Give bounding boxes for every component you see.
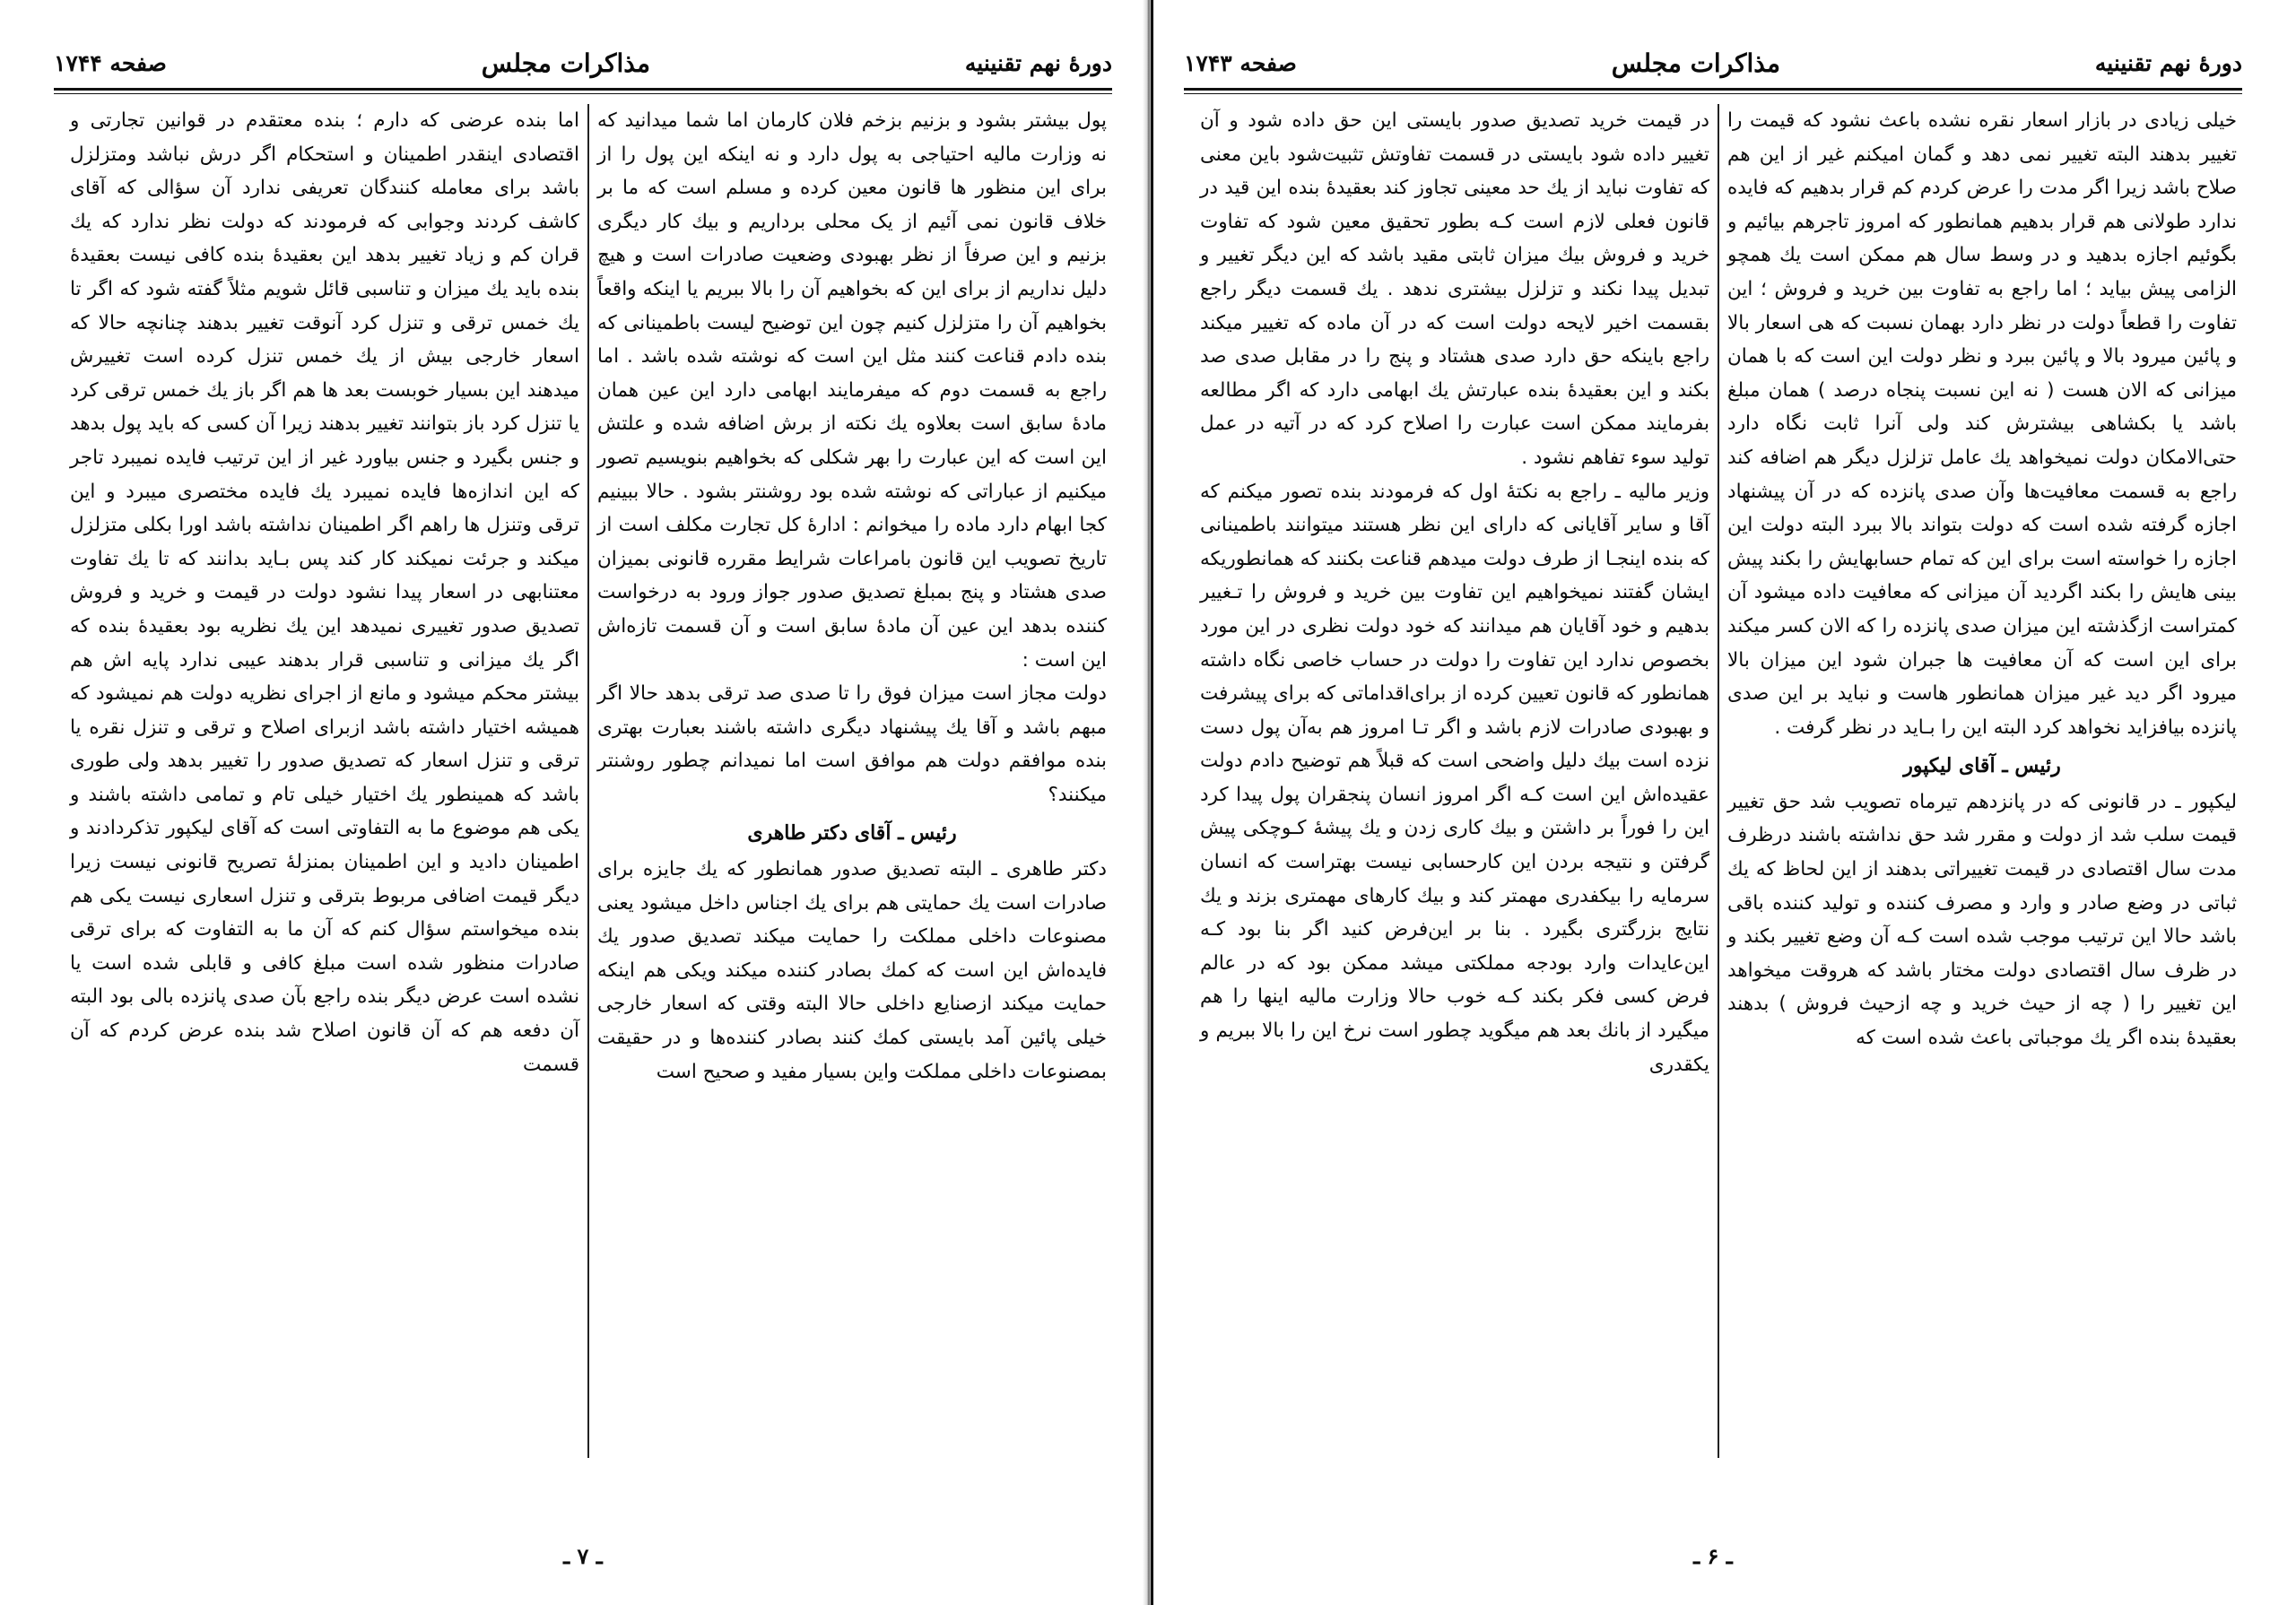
paragraph: دکتر طاهری ـ البته تصدیق صدور همانطور که یك جایزه برای صادرات است یك حمایتی هم برای یك اجناس داخل میشود یعنی مصنوعات داخلی مملکت را حمایت میکند تصدیق صدور یك فایده‌اش این است که کمك بصادر کننده میکند ویکی هم اینکه حمایت میکند ازصنایع داخلی حالا البته وقتی که اسعار خارجی خیلی پائین آمد بایستی کمك کنند بصادر کننده‌ها و در حقیقت بمصنوعات داخلی مملکت واین بسیار مفید و صحیح است — [597, 858, 1107, 1083]
left-header-page-number: صفحه ۱۷۴۴ — [54, 49, 167, 76]
right-header-rule — [1184, 88, 2242, 91]
right-page-column-right — [1722, 104, 2242, 1458]
right-columns — [1184, 104, 2242, 1458]
left-page-footer: ـ ۷ ـ — [563, 1543, 603, 1569]
right-page-footer: ـ ۶ ـ — [1693, 1543, 1733, 1569]
left-columns — [54, 104, 1112, 1458]
left-header-title: مذاکرات مجلس — [481, 48, 650, 78]
speaker-line: رئیس ـ آقای دکتر طاهری — [747, 821, 957, 846]
paragraph: اما بنده عرضی که دارم ؛ بنده معتقدم در قوانین تجارتی و اقتصادی اینقدر اطمینان و استحکام اگر درش نباشد ومتزلزل باشد برای معامله کنندگان تعریفی ندارد آن سؤالی که آقای کاشف کردند وجوابی که فرمودند که دولت نظر ندارد که یك قران کم و زیاد تغییر بدهد این بعقیدهٔ بنده کافی نیست بعقیدهٔ بنده باید یك میزان و تناسبی قائل شویم مثلاً گفته شود که اگر تا یك خمس ترقی و تنزل کرد آنوقت تغییر بدهند چنانچه حالا که اسعار خارجی بیش از یك خمس تنزل کرده است تغییرش میدهند این بسیار خوبست بعد ها هم اگر باز یك خمس ترقی کرد یا تنزل کرد باز بتوانند تغییر بدهند زیرا آن کسی که باید پول بدهد و جنس بگیرد و جنس بیاورد غیر از این ترتیب فایده نمیبرد تاجر که این اندازه‌ها فایده نمیبرد یك فایده مختصری میبرد و این ترقی وتنزل ها راهم اگر اطمینان نداشته باشد اورا بکلی متزلزل میکند و جرئت نمیکند کار کند پس بـاید بدانند که تا یك تفاوت معتنابهی در اسعار پیدا نشود دولت در قیمت و خرید و فروش تصدیق صدور تغییری نمیدهد این یك نظریه بود بعقیدهٔ بنده که اگر یك میزانی و تناسبی قرار بدهند عیبی ندارد پایه اش هم بیشتر محکم میشود و مانع از اجرای نظریه دولت هم نمیشود که همیشه اختیار داشته باشد ازبرای اصلاح و ترقی و تنزل نقره یا ترقی و تنزل اسعار که تصدیق صدور را تغییر بدهد ولی طوری باشد که همینطور یك اختیار خیلی تام و تمامی داشته باشند و یکی هم موضوع ما به التفاوتی است که آقای لیکپور تذکردادند و اطمینان دادید و این اطمینان بمنزلهٔ تصریح قانونی نیست زیرا دیگر قیمت اضافی مربوط بترقی و تنزل اسعاری نیست یکی هم بنده میخواستم سؤال کنم که آن ما به التفاوت که برای ترقی صادرات منظور شده است مبلغ کافی و قابلی شده است یا نشده است عرض دیگر بنده راجع بآن صدی پانزده بالی بود البته آن دفعه هم که آن قانون اصلاح شد بنده عرض کردم که آن قسمت — [70, 109, 579, 1076]
column-divider — [587, 104, 589, 1458]
paragraph: در قیمت خرید تصدیق صدور بایستی این حق داده شود و آن تغییر داده شود بایستی در قسمت تفاوتش تثبیت‌شود باین معنی که تفاوت نباید از یك حد معینی تجاوز کند بعقیدهٔ بنده این قید در قانون فعلی لازم است کـه بطور تحقیق معین شود که تفاوت خرید و فروش بیك میزان ثابتی مقید باشد که این دیگر تغییر و تبدیل پیدا نکند و تزلزل بیشتری ندهد . یك قسمت دیگر راجع بقسمت اخیر لایحه دولت است که در آن ماده که تغییر میکند راجع باینکه حق دارد صدی هشتاد و پنج را در مقابل صدی صد بکند و این بعقیدهٔ بنده عبارتش یك ابهامی دارد که اگر مطالعه بفرمایند ممکن است عبارت را اصلاح کرد که در آتیه در عمل تولید سوء تفاهم نشود . — [1200, 109, 1709, 469]
right-header-title: مذاکرات مجلس — [1611, 48, 1780, 78]
paragraph: لیکپور ـ در قانونی که در پانزدهم تیرماه تصویب شد حق تغییر قیمت سلب شد از دولت و مقرر شد حق نداشته باشند درظرف مدت سال اقتصادی در قیمت تغییراتی بدهند از این لحاظ که یك ثباتی در وضع صادر و وارد و مصرف کننده و تولید کننده باقی باشد حالا این ترتیب موجب شده است کـه آن وضع تغییر بکند و در ظرف سال اقتصادی دولت مختار باشد که هروقت میخواهد این تغییر را ( چه از حیث خرید و چه ازحیث فروش ) بدهند بعقیدهٔ بنده اگر یك موجباتی باعث شده است که — [1727, 790, 2237, 1050]
left-page — [54, 25, 1112, 1585]
left-page-column-left — [65, 104, 585, 1458]
left-page-header — [54, 41, 1112, 84]
left-header-period: دورهٔ نهم تقنینیه — [964, 49, 1112, 76]
paragraph: وزیر مالیه ـ راجع به نکتهٔ اول که فرمودند بنده تصور میکنم که آقا و سایر آقایانی که دارای این نظر هستند میتوانند باطمینانی که بنده اینجـا از طرف دولت میدهم قناعت بکنند که همانطوریکه ایشان گفتند نمیخواهیم این تفاوت بین خرید و فروش را تـغییر بدهیم و خود آقایان هم میدانند که خود دولت نظری در این مورد بخصوص ندارد این تفاوت را دولت در حساب خاصی نگاه داشته همانطور که قانون تعیین کرده از برای‌اقداماتی که برای پیشرفت و بهبودی صادرات لازم باشد و اگر تـا امروز هم به‌آن پول دست نزده است بیك دلیل واضحی است که قبلاً هم توضیح دادم دولت عقیده‌اش این است کـه اگر امروز انسان پنجقران پول پیدا کرد این را فوراً بر داشتن و بیك کاری زدن و یك پیشهٔ کـوچکی پیش گرفتن و نتیجه بردن این کارحسابی نیست بهتراست که انسان سرمایه را بیکفدری مهمتر کند و بیك کارهای مهمتری بزند و یك نتایج بزرگتری بگیرد . بنا بر این‌فرض کنید اگر بنا بود کـه این‌عایدات وارد بودجه مملکتی میشد ممکن بود که در عالم فرض کسی فکر بکند کـه خوب حالا وزارت مالیه اینها را هم میگیرد از بانك بعد هم میگوید چطور است نرخ این را بالا ببریم و یکقدری — [1200, 480, 1709, 1076]
left-header-rule — [54, 88, 1112, 91]
column-divider — [1718, 104, 1719, 1458]
right-header-rule-thin — [1184, 93, 2242, 94]
right-page-header — [1184, 41, 2242, 84]
paragraph: خیلی زیادی در بازار اسعار نقره نشده باعث نشود که قیمت را تغییر بدهند البته تغییر نمی دهد و گمان امیکنم غیر از این هم صلاح باشد زیرا اگر مدت را عرض کردم کم قرار بدهیم که فایده ندارد طولانی هم قرار بدهیم همانطور که امروز تاجرهم بیائیم و بگوئیم اجازه بدهید و در وسط سال هم ممکن است یك همچو الزامی پیش بیاید ؛ اما راجع به تفاوت بین خرید و فروش ؛ این تفاوت را قطعاً دولت در نظر دارد بهمان نسبت که هی اسعار بالا و پائین میرود بالا و پائین ببرد و نظر دولت این است که با همان میزانی که الان هست ( نه این نسبت پنجاه درصد ) همان مبلغ باشد یا بکشاهی بیشترش کند ولی آنرا ثابت نگاه دارد حتی‌الامکان دولت نمیخواهد یك عامل تزلزل دیگر هم اضافه کند راجع به قسمت معافیت‌ها وآن صدی پانزده که در آن پیشنهاد اجازه گرفته شده است که دولت بتواند بالا ببرد البته دولت این اجازه را خواسته است برای این که تمام حسابهایش را بکند پیش بینی هایش را بکند اگردید آن میزانی که معافیت داده میشود آن کمتراست ازگذشته این میزان صدی پانزده را که الان کسر میکند برای این است که آن معافیت ها جبران شود این میزان بالا میرود اگر دید غیر میزان همانطور هاست و نباید بر این صدی پانزده بیافزاید نخواهد کرد البته این را بـاید در نظر گرفت . — [1727, 109, 2237, 739]
left-header-rule-thin — [54, 93, 1112, 94]
right-header-period: دورهٔ نهم تقنینیه — [2094, 49, 2242, 76]
right-page — [1184, 25, 2242, 1585]
right-header-page-number: صفحه ۱۷۴۳ — [1184, 49, 1297, 76]
speaker-line: رئیس ـ آقای لیکپور — [1903, 754, 2061, 778]
gutter-line — [1151, 0, 1153, 1605]
right-page-column-left — [1195, 104, 1715, 1458]
paragraph: پول بیشتر بشود و بزنیم بزخم فلان کارمان اما شما میدانید که نه وزارت مالیه احتیاجی به پول دارد و نه اینکه این پول را از برای این منظور ها قانون معین کرده و مسلم است که ما بر خلاف قانون نمی آئیم از یک محلی برداریم و بیك کار دیگری بزنیم و این صرفاً از نظر بهبودی وضعیت صادرات است و هیچ دلیل نداریم از برای این که بخواهیم آن را بالا ببریم یا اینکه واقعاً بخواهیم آن را متزلزل کنیم چون این توضیح لیست باطمینانی که بنده دادم قناعت کنند مثل این است که نوشته شده باشد . اما راجع به قسمت دوم که میفرمایند ابهامی دارد این عین همان مادهٔ سابق است بعلاوه یك نکته از برش اضافه شده و علتش این است که این عبارت را بهر شکلی که بخواهیم بنویسیم تصور میکنیم از عباراتی که نوشته شده بود روشنتر بشود . حالا ببینیم کجا ابهام دارد ماده را میخوانم : ادارهٔ کل تجارت مکلف است از تاریخ تصویب این قانون بامراعات شرایط مقرره قانونی بمیزان صدی هشتاد و پنج بمبلغ تصدیق صدور جواز ورود به درخواست کننده بدهد این عین آن مادهٔ سابق است و آن قسمت تازه‌اش این است : — [597, 109, 1107, 672]
paragraph: دولت مجاز است میزان فوق را تا صدی صد ترقی بدهد حالا اگر مبهم باشد و آقا یك پیشنهاد دیگری داشته باشند بعبارت بهتری بنده موافقم دولت هم موافق است اما نمیدانم چطور روشنتر میکنند؟ — [597, 682, 1107, 806]
left-page-column-right — [592, 104, 1112, 1458]
